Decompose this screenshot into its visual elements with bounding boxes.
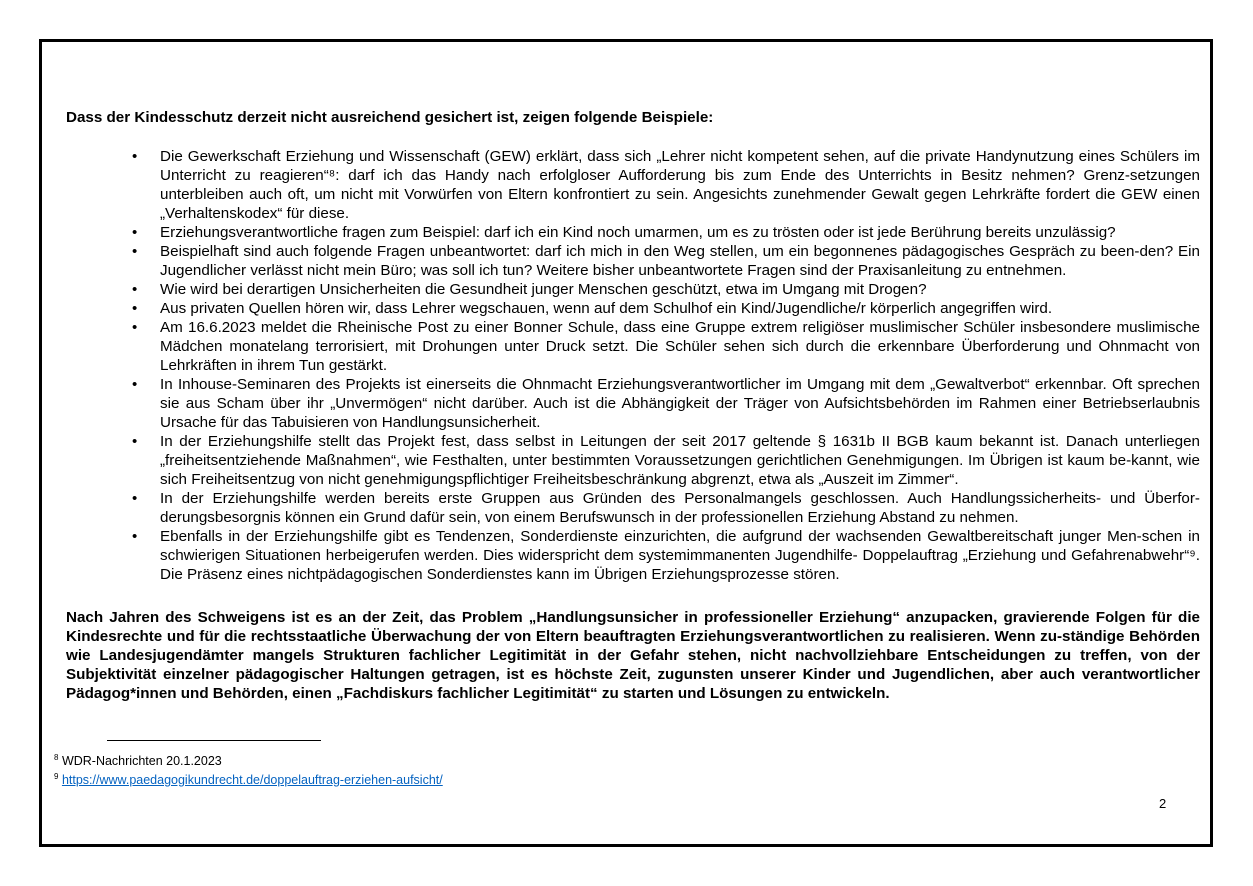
footnote-8: [54, 750, 443, 769]
list-item: [118, 318, 1200, 375]
footnote-marker: 9: [54, 772, 59, 782]
list-item-text: Die Gewerkschaft Erziehung und Wissenschaft (GEW) erklärt, dass sich „Lehrer nicht kompetent sehen, auf die private Handynutzung eines Schülers im Unterricht zu reagieren“⁸: darf ich das Handy nach erfolgloser Aufforderung bis zum Ende des Unterrichts in Besitz nehmen? Grenz-setzungen unterbleiben auch oft, um nicht mit Vorwürfen von Eltern konfrontiert zu sein. Angesichts zunehmender Gewalt gegen Lehrkräfte fordert die GEW einen „Verhaltenskodex“ für diese.: [160, 148, 1200, 222]
list-item-text: Ebenfalls in der Erziehungshilfe gibt es Tendenzen, Sonderdienste einzurichten, die aufgrund der wachsenden Gewaltbereitschaft junger Men-schen in schwierigen Situationen herbeigerufen werden. Dies widerspricht dem systemimmanenten Jugendhilfe- Doppelauftrag „Erziehung und Gefahrenabwehr“⁹. Die Präsenz eines nichtpädagogischen Sonderdienstes kann im Übrigen Erziehungsprozesse stören.: [160, 528, 1200, 583]
footnote-separator: [107, 740, 321, 741]
bullet-icon: •: [132, 224, 138, 241]
footnote-text: WDR-Nachrichten 20.1.2023: [61, 754, 222, 769]
closing-paragraph: Nach Jahren des Schweigens ist es an der Zeit, das Problem „Handlungsunsicher in professioneller Erziehung“ anzupacken, gravierende Folgen für die Kindesrechte und für die rechtsstaatliche Überwachung der von Eltern beauftragten Erziehungsverantwortlichen zu realisieren. Wenn zu-ständige Behörden wie Landesjugendämter mangels Strukturen fachlicher Legitimität in der Gefahr stehen, nicht nachvollziehbare Entscheidungen zu treffen, von der Subjektivität einzelner pädagogischer Haltungen getragen, ist es höchste Zeit, zugunsten unserer Kinder und Jugendlichen, aber auch verantwortlicher Pädagog*innen und Behörden, einen „Fachdiskurs fachlicher Legitimität“ zu starten und Lösungen zu entwickeln.: [66, 609, 1200, 702]
bullet-icon: •: [132, 319, 138, 336]
list-item-text: Aus privaten Quellen hören wir, dass Lehrer wegschauen, wenn auf dem Schulhof ein Kind/Jugendliche/r körperlich angegriffen wird.: [160, 300, 1053, 317]
list-item-text: Erziehungsverantwortliche fragen zum Beispiel: darf ich ein Kind noch umarmen, um es zu trösten oder ist jede Berührung bereits unzulässig?: [160, 224, 1116, 241]
bullet-icon: •: [132, 243, 138, 260]
list-item-text: In der Erziehungshilfe werden bereits erste Gruppen aus Gründen des Personalmangels geschlossen. Auch Handlungssicherheits- und Überfor-derungsbesorgnis können ein Grund dafür sein, von einem Berufswunsch in der professionellen Erziehung Abstand zu nehmen.: [160, 490, 1200, 526]
examples-list: [118, 147, 1200, 584]
bullet-icon: •: [132, 376, 138, 393]
list-item-text: Am 16.6.2023 meldet die Rheinische Post zu einer Bonner Schule, dass eine Gruppe extrem religiöser muslimischer Schüler insbesondere muslimische Mädchen monatelang terrorisiert, mit Drohungen unter Druck setzt. Die Schüler sehen sich durch die erkennbare Überforderung und Ohnmacht von Lehrkräften in ihrem Tun gestärkt.: [160, 319, 1200, 374]
bullet-icon: •: [132, 528, 138, 545]
list-item-text: In Inhouse-Seminaren des Projekts ist einerseits die Ohnmacht Erziehungsverantwortlicher im Umgang mit dem „Gewaltverbot“ erkennbar. Oft sprechen sie aus Scham über ihr „Unvermögen“ nicht darüber. Auch ist die Abhängigkeit der Träger von Aufsichtsbehörden im Rahmen einer Betriebserlaubnis Ursache für das Tabuisieren von Handlungsunsicherheit.: [160, 376, 1200, 431]
footnote-9: [54, 769, 443, 788]
list-item: [118, 375, 1200, 432]
bullet-icon: •: [132, 281, 138, 298]
list-item: [118, 299, 1200, 318]
list-item: [118, 242, 1200, 280]
list-item: [118, 432, 1200, 489]
list-item-text: In der Erziehungshilfe stellt das Projekt fest, dass selbst in Leitungen der seit 2017 geltende § 1631b II BGB kaum bekannt ist. Danach unterliegen „freiheitsentziehende Maßnahmen“, wie Festhalten, unter bestimmten Voraussetzungen gerichtlichen Genehmigungen. Im Übrigen ist kaum be-kannt, wie sich Freiheitsentzug von nicht genehmigungspflichtiger Freiheitsbeschränkung abgrenzt, etwa als „Auszeit im Zimmer“.: [160, 433, 1200, 488]
list-item: [118, 147, 1200, 223]
bullet-icon: •: [132, 148, 138, 165]
list-item-text: Wie wird bei derartigen Unsicherheiten die Gesundheit junger Menschen geschützt, etwa im Umgang mit Drogen?: [160, 281, 927, 298]
list-item: [118, 489, 1200, 527]
footnote-link[interactable]: https://www.paedagogikundrecht.de/doppelauftrag-erziehen-aufsicht/: [61, 773, 443, 788]
list-item: [118, 527, 1200, 584]
page-number: 2: [1159, 796, 1167, 811]
bullet-icon: •: [132, 433, 138, 450]
footnote-marker: 8: [54, 753, 59, 762]
intro-heading: Dass der Kindesschutz derzeit nicht ausreichend gesichert ist, zeigen folgende Beispiele:: [66, 109, 714, 126]
list-item: [118, 223, 1200, 242]
list-item: [118, 280, 1200, 299]
footnotes: [54, 750, 443, 788]
bullet-icon: •: [132, 300, 138, 317]
bullet-icon: •: [132, 490, 138, 507]
list-item-text: Beispielhaft sind auch folgende Fragen unbeantwortet: darf ich mich in den Weg stellen, um ein begonnenes pädagogisches Gespräch zu been-den? Ein Jugendlicher verlässt nicht mein Büro; was soll ich tun? Weitere bisher unbeantwortete Fragen sind der Praxisanleitung zu entnehmen.: [160, 243, 1200, 279]
